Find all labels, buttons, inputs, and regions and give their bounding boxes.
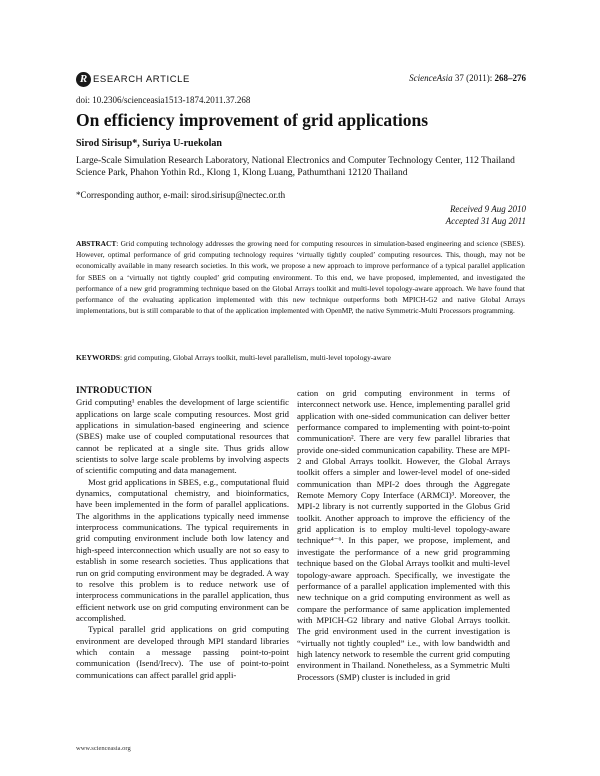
corresponding-author: *Corresponding author, e-mail: sirod.sirisup@nectec.or.th bbox=[76, 190, 286, 200]
page-title: On efficiency improvement of grid applications bbox=[76, 110, 429, 130]
received-date: Received 9 Aug 2010 bbox=[449, 204, 526, 214]
keywords bbox=[76, 352, 525, 363]
doi[interactable]: doi: 10.2306/scienceasia1513-1874.2011.37.268 bbox=[76, 95, 251, 105]
author-list: Sirod Sirisup*, Suriya U-ruekolan bbox=[76, 138, 222, 149]
journal-volume: 37 (2011): bbox=[452, 73, 495, 83]
article-dates bbox=[446, 203, 526, 227]
journal-citation bbox=[409, 73, 526, 83]
right-column bbox=[297, 388, 510, 683]
journal-name: ScienceAsia bbox=[409, 73, 453, 83]
journal-pages: 268–276 bbox=[494, 73, 526, 83]
abstract bbox=[76, 238, 525, 316]
keywords-label: KEYWORDS bbox=[76, 353, 120, 362]
abstract-text: : Grid computing technology addresses the growing need for computing resources in simulation-based engineering and science (SBES). However, optimal performance of grid computing technology requires ‘virtually tightly coupled’ computing resources. This, though, may not be economically available in many research societies. In this work, we propose a new approach to improve performance of a typical parallel application for SBES on a ‘virtually not tightly coupled’ grid computing environment. To this end, we have proposed, implemented, and investigated the performance of a new grid programming technique based on the Global Arrays toolkit and multi-level topology-aware approach. We have found that performance of the evaluating application implemented with this new technique outperforms both MPICH-G2 and native Global Arrays implementations, but is still comparable to that of the application implemented with OpenMP, the native Symmetric-Multi Processors programming. bbox=[76, 239, 525, 316]
paragraph: Most grid applications in SBES, e.g., computational fluid dynamics, computational chemistry, and bioinformatics, have been implemented in the form of parallel applications. The algorithms in the applications typically need immense interprocess communications. The typical requirements in grid computing environment include both low latency and high-speed interconnection which usually are not so easy to establish in some research societies. Thus applications that run on grid computing environment may be degraded. A way to resolve this problem is to reduce network use of interprocess communications in the parallel application, thus efficient network use on grid computing environment can be accomplished. bbox=[76, 476, 289, 623]
accepted-date: Accepted 31 Aug 2011 bbox=[445, 216, 526, 226]
section-heading-introduction: INTRODUCTION bbox=[76, 386, 153, 396]
paragraph: Typical parallel grid applications on grid computing environment are developed through MPI standard libraries which contain a message passing point-to-point communication (Isend/Irecv). The use of point-to-point communications can affect parallel grid appli- bbox=[76, 624, 289, 680]
article-header bbox=[76, 70, 526, 90]
left-column bbox=[76, 386, 289, 681]
article-type-label: ESEARCH ARTICLE bbox=[93, 74, 190, 85]
footer-url[interactable]: www.scienceasia.org bbox=[76, 745, 131, 752]
paragraph: Grid computing¹ enables the development of large scientific applications on large scale computing resources. Most grid applications in simulation-based engineering and science (SBES) make use of coupled computational resources that cannot be replicated at a single site. Thus grids allow scientists to solve large scale problems by involving aspects of scientific computing and data management. bbox=[76, 397, 289, 476]
affiliation: Large-Scale Simulation Research Laboratory, National Electronics and Computer Technology Center, 112 Thailand Science Park, Phahon Yothin Rd., Klong 1, Klong Luang, Pathumthani 12120 Thailand bbox=[76, 156, 515, 178]
research-article-logo-icon: R bbox=[76, 72, 91, 87]
abstract-label: ABSTRACT bbox=[76, 239, 117, 248]
paragraph: cation on grid computing environment in terms of interconnect network use. Hence, implementing parallel grid application with one-sided communication can deliver better performance compared to implementing with point-to-point communication². There are very few parallel libraries that provide one-sided communication capability. These are MPI-2 and Global Arrays toolkit. However, the Global Arrays toolkit offers a simpler and lower-level model of one-sided communication than MPI-2 does through the Aggregate Remote Memory Copy Interface (ARMCI)³. Moreover, the MPI-2 library is not currently supported in the Globus Grid toolkit. Another approach to improve the efficiency of the grid application is to employ multi-level topology-aware technique⁴⁻⁶. In this paper, we propose, implement, and investigate the performance of a new grid programming technique based on the Global Arrays toolkit and multi-level topology-aware approach. Specifically, we investigate the performance of a parallel application implemented with this new technique on a grid computing environment as well as compare the performance of same application implemented with MPICH-G2 library and native Global Arrays toolkit. The grid environment used in the current investigation is “virtually not tightly coupled” i.e., with low bandwidth and high latency network to resemble the current grid computing environment in Thailand. Nonetheless, as a Symmetric Multi Processors (SMP) cluster is included in grid bbox=[297, 388, 510, 682]
keywords-text: : grid computing, Global Arrays toolkit, multi-level parallelism, multi-level topology-aware bbox=[119, 353, 391, 362]
